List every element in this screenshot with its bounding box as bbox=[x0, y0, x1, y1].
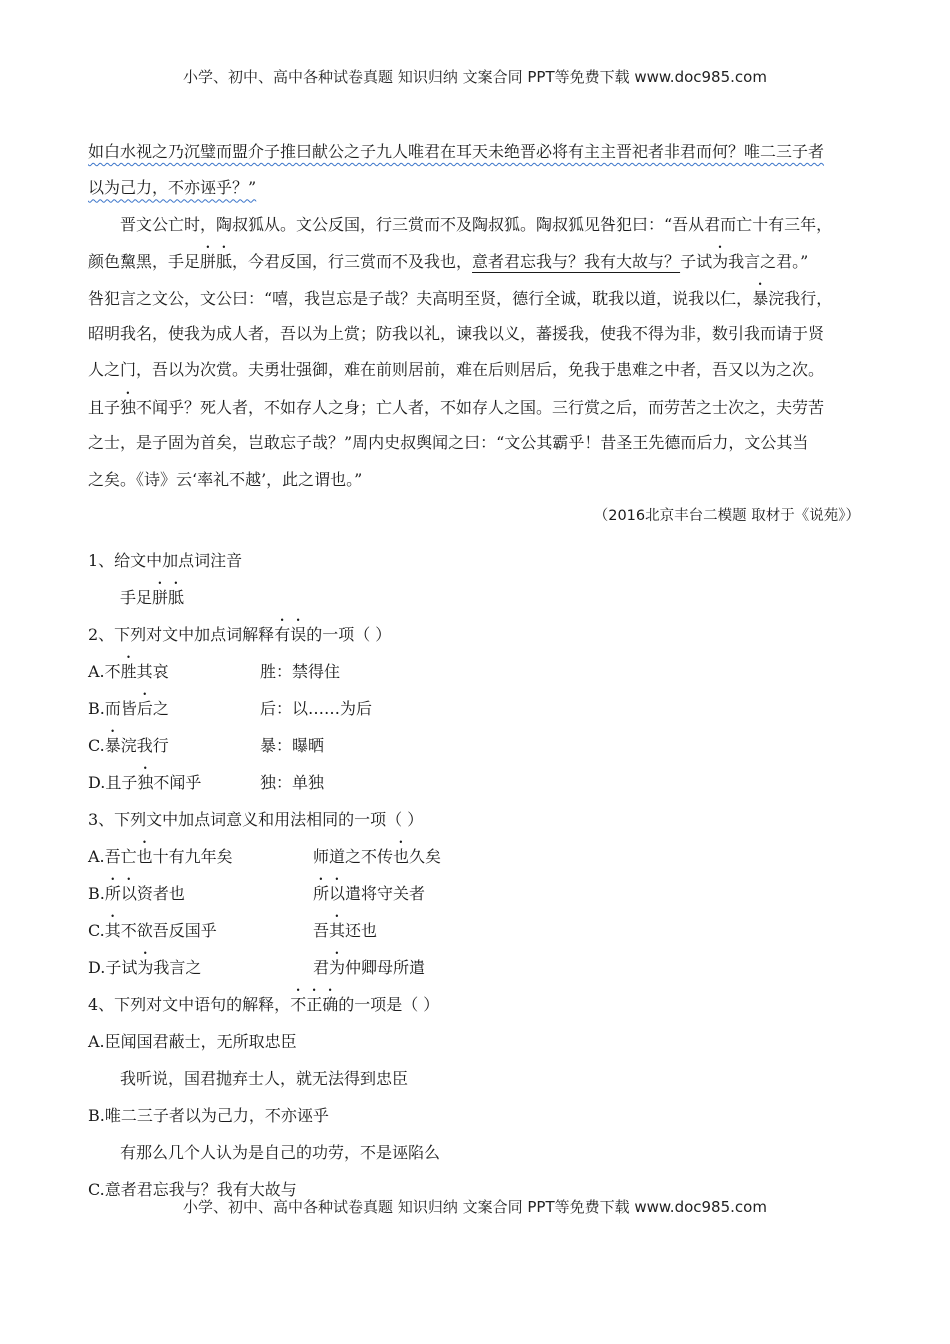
question-3 bbox=[88, 801, 866, 986]
passage-line: 咎犯言之文公，文公曰：“嘻，我岂忘是子哉？夫高明至贤，德行全诚，耽我以道，说我以仁，暴浣我行， bbox=[88, 288, 833, 308]
dotted-word: 独 bbox=[120, 397, 137, 417]
passage-line: 以为己力，不亦诬乎？” bbox=[88, 178, 257, 198]
passage-line: 且子独不闻乎？死人者，不如存人之身；亡人者，不如存人之国。三行赏之后，而劳苦之士次之，夫劳苦 bbox=[88, 397, 825, 417]
dotted-word: 暴 bbox=[752, 288, 769, 308]
question-stem: 2、下列对文中加点词解释有误的一项（ ） bbox=[88, 625, 392, 645]
question-4 bbox=[88, 986, 866, 1208]
option-a[interactable]: A.不胜其哀 胜：禁得住 bbox=[88, 662, 341, 682]
option-b[interactable]: B.唯二三子者以为己力，不亦诬乎 bbox=[88, 1106, 329, 1126]
option-a[interactable]: A.臣闻国君蔽士，无所取忠臣 bbox=[88, 1032, 297, 1052]
passage-line: 晋文公亡时，陶叔狐从。文公反国，行三赏而不及陶叔狐。陶叔狐见咎犯曰：“吾从君而亡十有三年， bbox=[120, 214, 833, 234]
option-c[interactable]: C.意者君忘我与？我有大故与 bbox=[88, 1180, 297, 1200]
dotted-word: 胼胝 bbox=[200, 252, 233, 272]
document-body bbox=[88, 134, 866, 1208]
question-stem: 4、下列对文中语句的解释，不正确的一项是（ ） bbox=[88, 995, 440, 1015]
option-b-translation: 有那么几个人认为是自己的功劳，不是诬陷么 bbox=[120, 1143, 441, 1163]
question-1 bbox=[88, 542, 866, 616]
underlined-sentence: 意者君忘我与？我有大故与？ bbox=[472, 252, 681, 272]
option-d[interactable]: D.且子独不闻乎 独：单独 bbox=[88, 773, 325, 793]
question-word: 手足胼胝 bbox=[120, 588, 185, 608]
option-b[interactable]: B.而皆后之 后：以……为后 bbox=[88, 699, 373, 719]
question-2 bbox=[88, 616, 866, 801]
option-a-translation: 我听说，国君抛弃士人，就无法得到忠臣 bbox=[120, 1069, 409, 1089]
option-b[interactable]: B.所以资者也 所以遣将守关者 bbox=[88, 884, 426, 904]
passage-line: 昭明我名，使我为成人者，吾以为上赏；防我以礼，谏我以义，蕃援我，使我不得为非，数引我而请于贤 bbox=[88, 323, 825, 343]
passage-line: 颜色黧黑，手足胼胝，今君反国，行三赏而不及我也，意者君忘我与？我有大故与？子试为我言之君。” bbox=[88, 252, 809, 272]
passage-line: 之矣。《诗》云‘率礼不越’，此之谓也。” bbox=[88, 469, 363, 489]
question-stem: 3、下列文中加点词意义和用法相同的一项（ ） bbox=[88, 810, 424, 830]
option-c[interactable]: C.其不欲吾反国乎 吾其还也 bbox=[88, 921, 378, 941]
passage-line: 人之门，吾以为次赏。夫勇壮强御，难在前则居前，难在后则居后，免我于患难之中者，吾又以为之次。 bbox=[88, 360, 825, 380]
dotted-word: 为 bbox=[712, 252, 729, 272]
option-a[interactable]: A.吾亡也十有九年矣 师道之不传也久矣 bbox=[88, 847, 442, 867]
option-d[interactable]: D.子试为我言之 君为仲卿母所遣 bbox=[88, 958, 426, 978]
question-stem: 1、给文中加点词注音 bbox=[88, 551, 243, 571]
option-c[interactable]: C.暴浣我行 暴：曝晒 bbox=[88, 736, 325, 756]
header-banner: 小学、初中、高中各种试卷真题 知识归纳 文案合同 PPT等免费下载 www.doc985.com bbox=[183, 68, 767, 86]
footer-banner: 小学、初中、高中各种试卷真题 知识归纳 文案合同 PPT等免费下载 www.doc985.com bbox=[183, 1198, 767, 1216]
source-citation: （2016北京丰台二模题 取材于《说苑》） bbox=[593, 507, 860, 524]
passage-line: 之士，是子固为首矣，岂敢忘子哉？”周内史叔舆闻之曰：“文公其霸乎！昔圣王先德而后力，文公其当 bbox=[88, 433, 809, 453]
passage-line: 如白水视之乃沉璧而盟介子推曰献公之子九人唯君在耳天未绝晋必将有主主晋祀者非君而何？唯二三子者 bbox=[88, 142, 825, 161]
